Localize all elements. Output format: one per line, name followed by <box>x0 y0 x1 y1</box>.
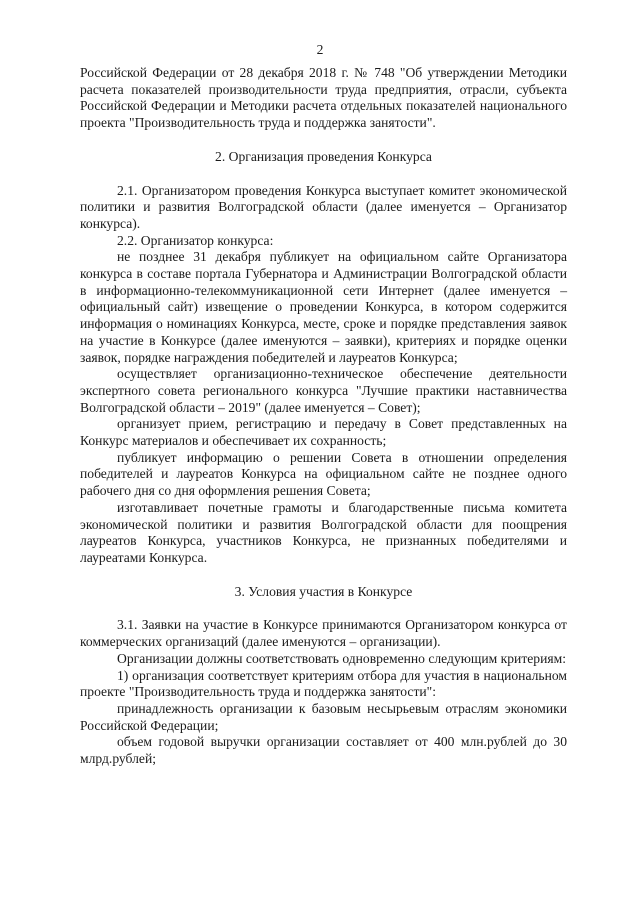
section-2-paragraph: не позднее 31 декабря публикует на официальном сайте Организатора конкурса в составе портала Губернатора и Администрации Волгоградской области в информационно-телекоммуникационной сети Интернет (далее именуется – официальный сайт) извещение о проведении Конкурса, в котором содержится информация о номинациях Конкурса, месте, сроке и порядке представления заявок на участие в Конкурсе (далее именуются – заявки), критериях и порядке оценки заявок, порядке награждения победителей и лауреатов Конкурса; <box>80 249 567 365</box>
section-2-paragraph: осуществляет организационно-техническое обеспечение деятельности экспертного совета регионального конкурса "Лучшие практики наставничества Волгоградской области – 2019" (далее именуется – Совет); <box>80 366 567 415</box>
spacer <box>80 132 567 149</box>
spacer <box>80 567 567 584</box>
spacer <box>80 166 567 183</box>
document-body <box>80 65 567 768</box>
section-3-paragraph: Организации должны соответствовать одновременно следующим критериям: <box>117 650 566 666</box>
intro-paragraph: Российской Федерации от 28 декабря 2018 г. № 748 "Об утверждении Методики расчета показателей производительности труда предприятия, отрасли, субъекта Российской Федерации и Методики расчета отдельных показателей национального проекта "Производительность труда и поддержка занятости". <box>80 65 567 131</box>
section-3-paragraph: 1) организация соответствует критериям отбора для участия в национальном проекте "Производительность труда и поддержка занятости": <box>80 667 567 700</box>
section-2-heading: 2. Организация проведения Конкурса <box>215 148 432 164</box>
spacer <box>80 600 567 617</box>
section-2-paragraph: 2.1. Организатором проведения Конкурса выступает комитет экономической политики и развития Волгоградской области (далее именуется – Организатор конкурса). <box>80 182 567 231</box>
section-3-paragraph: принадлежность организации к базовым несырьевым отраслям экономики Российской Федерации; <box>80 700 567 733</box>
section-3-paragraph: объем годовой выручки организации составляет от 400 млн.рублей до 30 млрд.рублей; <box>80 734 567 767</box>
page-number: 2 <box>316 42 324 57</box>
section-2-paragraph: публикует информацию о решении Совета в отношении определения победителей и лауреатов Конкурса на официальном сайте не позднее одного рабочего дня со дня оформления решения Совета; <box>80 449 567 499</box>
section-3-heading: 3. Условия участия в Конкурсе <box>234 583 413 599</box>
section-2-paragraph: 2.2. Организатор конкурса: <box>117 232 274 248</box>
section-2-paragraph: изготавливает почетные грамоты и благодарственные письма комитета экономической политики и развития Волгоградской области для поощрения лауреатов Конкурса, участников Конкурса, не признанных победителями и лауреатами Конкурса. <box>80 499 567 565</box>
section-2-paragraph: организует прием, регистрацию и передачу в Совет представленных на Конкурс материалов и обеспечивает их сохранность; <box>80 416 567 449</box>
section-3-paragraph: 3.1. Заявки на участие в Конкурсе принимаются Организатором конкурса от коммерческих организаций (далее именуются – организации). <box>80 617 567 650</box>
